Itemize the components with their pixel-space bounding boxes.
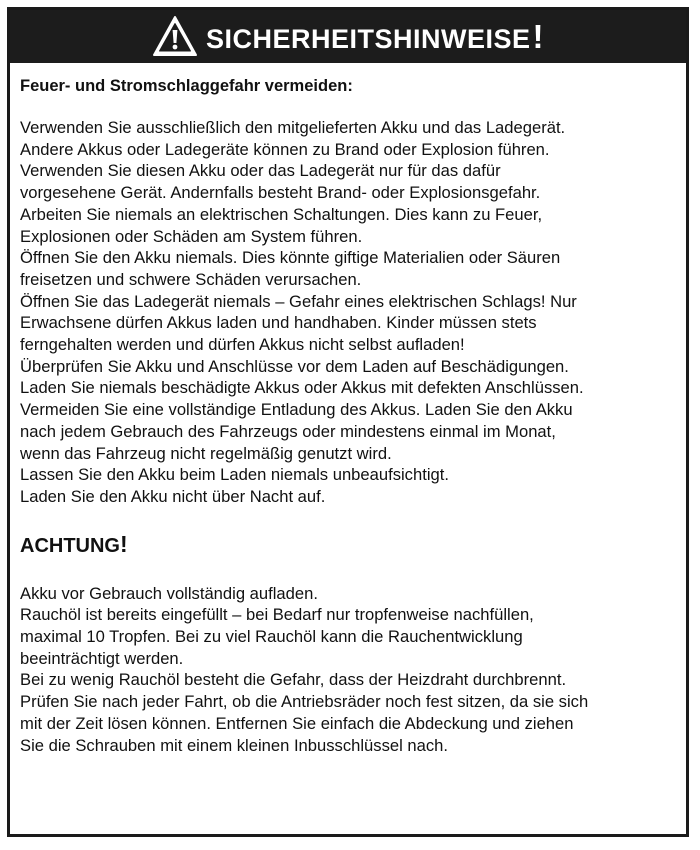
section2-line-5: Bei zu wenig Rauchöl besteht die Gefahr, dass der Heizdraht durchbrennt. — [20, 670, 567, 690]
section1-line-18: Laden Sie den Akku nicht über Nacht auf. — [20, 486, 326, 506]
section1-line-14: Vermeiden Sie eine vollständige Entladung des Akkus. Laden Sie den Akku — [20, 400, 573, 420]
section1-line-10: Erwachsene dürfen Akkus laden und handhaben. Kinder müssen stets — [20, 313, 537, 333]
section1-line-16: wenn das Fahrzeug nicht regelmäßig genutzt wird. — [20, 443, 392, 463]
section1-line-8: freisetzen und schwere Schäden verursachen. — [20, 269, 362, 289]
section1-line-9: Öffnen Sie das Ladegerät niemals – Gefahr eines elektrischen Schlags! Nur — [20, 291, 577, 311]
header-bar — [10, 10, 686, 63]
notice-content — [20, 76, 678, 756]
header-title: SICHERHEITSHINWEISE! — [205, 17, 545, 55]
section1-line-3: Verwenden Sie diesen Akku oder das Ladegerät nur für das dafür — [20, 161, 501, 181]
warning-triangle-icon — [152, 15, 198, 57]
section2-line-1: Akku vor Gebrauch vollständig aufladen. — [20, 583, 318, 603]
section1-line-7: Öffnen Sie den Akku niemals. Dies könnte giftige Materialien oder Säuren — [20, 248, 561, 268]
section2-line-2: Rauchöl ist bereits eingefüllt – bei Bedarf nur tropfenweise nachfüllen, — [20, 605, 534, 625]
safety-notice-frame — [7, 7, 689, 837]
section2-line-4: beeinträchtigt werden. — [20, 648, 184, 668]
section1-line-4: vorgesehene Gerät. Andernfalls besteht Brand- oder Explosionsgefahr. — [20, 183, 541, 203]
section2-line-8: Sie die Schrauben mit einem kleinen Inbusschlüssel nach. — [20, 735, 448, 755]
section1-line-12: Überprüfen Sie Akku und Anschlüsse vor dem Laden auf Beschädigungen. — [20, 356, 569, 376]
section1-line-1: Verwenden Sie ausschließlich den mitgelieferten Akku und das Ladegerät. — [20, 118, 566, 137]
section1-line-15: nach jedem Gebrauch des Fahrzeugs oder mindestens einmal im Monat, — [20, 421, 556, 441]
section2-line-7: mit der Zeit lösen können. Entfernen Sie einfach die Abdeckung und ziehen — [20, 713, 574, 733]
section2-line-6: Prüfen Sie nach jeder Fahrt, ob die Antriebsräder noch fest sitzen, da sie sich — [20, 692, 589, 712]
section1-line-13: Laden Sie niemals beschädigte Akkus oder Akkus mit defekten Anschlüssen. — [20, 378, 584, 398]
section-subtitle: Feuer- und Stromschlaggefahr vermeiden: — [20, 77, 353, 95]
achtung-heading: ACHTUNG! — [20, 530, 128, 557]
section1-line-17: Lassen Sie den Akku beim Laden niemals unbeaufsichtigt. — [20, 465, 449, 485]
achtung-exclamation: ! — [120, 530, 128, 557]
header-exclamation: ! — [532, 17, 545, 55]
section1-line-5: Arbeiten Sie niemals an elektrischen Schaltungen. Dies kann zu Feuer, — [20, 204, 543, 224]
section1-line-2: Andere Akkus oder Ladegeräte können zu Brand oder Explosion führen. — [20, 139, 550, 159]
section1-line-6: Explosionen oder Schäden am System führen. — [20, 226, 363, 246]
section2-line-3: maximal 10 Tropfen. Bei zu viel Rauchöl kann die Rauchentwicklung — [20, 627, 523, 647]
section1-line-11: ferngehalten werden und dürfen Akkus nicht selbst aufladen! — [20, 335, 465, 355]
